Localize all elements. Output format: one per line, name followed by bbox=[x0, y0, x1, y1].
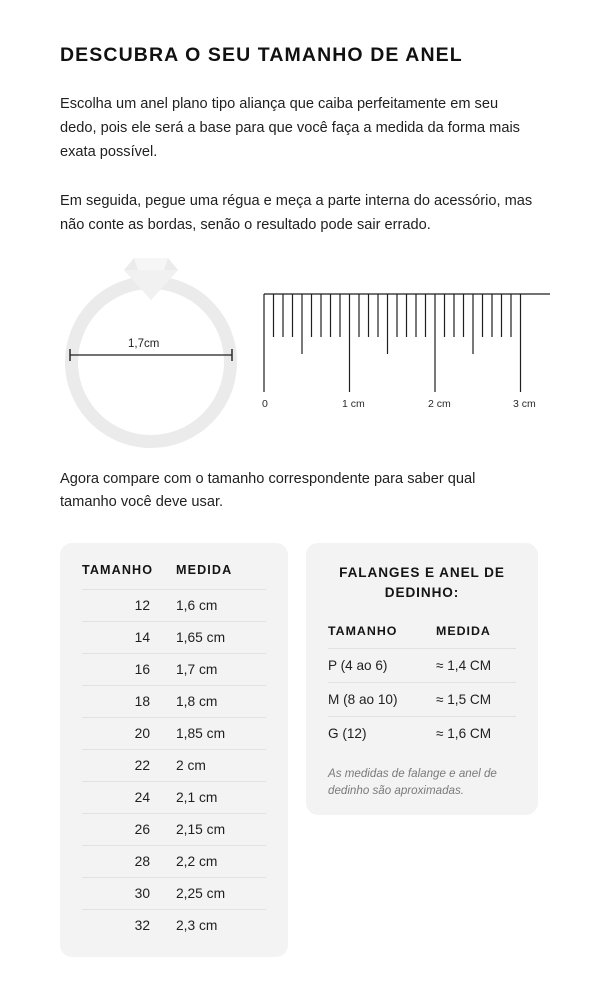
measure-value: 2,2 cm bbox=[176, 853, 218, 869]
measure-value: 1,7 cm bbox=[176, 661, 218, 677]
size-value: 30 bbox=[134, 885, 150, 901]
phalanx-measure-value: ≈ 1,6 CM bbox=[436, 726, 492, 742]
phalanx-table-note: As medidas de falange e anel de dedinho são aproximadas. bbox=[328, 767, 497, 798]
page-title: DESCUBRA O SEU TAMANHO DE ANEL bbox=[60, 44, 463, 66]
measure-value: 1,6 cm bbox=[176, 597, 218, 613]
phalanx-table-card bbox=[306, 543, 538, 815]
illustration-area bbox=[60, 254, 540, 460]
intro-paragraph-1: Escolha um anel plano tipo aliança que caiba perfeitamente em seu dedo, pois ele será a base para que você faça a medida da forma mais exata possível. bbox=[60, 96, 520, 160]
measure-value: 2,25 cm bbox=[176, 885, 226, 901]
phalanx-table-title: FALANGES E ANEL DE DEDINHO: bbox=[339, 564, 505, 600]
diamond-icon bbox=[120, 254, 182, 302]
measure-value: 2,3 cm bbox=[176, 917, 218, 933]
measure-value: 2 cm bbox=[176, 757, 206, 773]
measure-value: 2,1 cm bbox=[176, 789, 218, 805]
sizes-header-size: TAMANHO bbox=[82, 562, 154, 577]
size-value: 20 bbox=[134, 725, 150, 741]
sizes-table-header bbox=[82, 563, 266, 589]
measure-value: 1,8 cm bbox=[176, 693, 218, 709]
size-value: 26 bbox=[134, 821, 150, 837]
size-value: 12 bbox=[134, 597, 150, 613]
table-row bbox=[82, 845, 266, 877]
tables-row bbox=[60, 543, 540, 957]
measure-value: 1,85 cm bbox=[176, 725, 226, 741]
ring-illustration bbox=[60, 254, 250, 454]
size-value: 32 bbox=[134, 917, 150, 933]
phalanx-measure-value: ≈ 1,4 CM bbox=[436, 658, 492, 674]
table-row bbox=[82, 813, 266, 845]
phalanx-table-header bbox=[328, 624, 516, 648]
size-value: 24 bbox=[134, 789, 150, 805]
size-value: 28 bbox=[134, 853, 150, 869]
table-row bbox=[328, 716, 516, 750]
ring-measure-line bbox=[68, 348, 234, 362]
sizes-header-measure: MEDIDA bbox=[176, 562, 233, 577]
phalanx-size-value: G (12) bbox=[328, 726, 367, 742]
table-row bbox=[82, 909, 266, 941]
table-row bbox=[82, 621, 266, 653]
table-row bbox=[82, 717, 266, 749]
size-value: 18 bbox=[134, 693, 150, 709]
table-row bbox=[82, 877, 266, 909]
size-value: 22 bbox=[134, 757, 150, 773]
table-row bbox=[328, 682, 516, 716]
table-row bbox=[82, 589, 266, 621]
size-value: 14 bbox=[134, 629, 150, 645]
sizes-table-card bbox=[60, 543, 288, 957]
measure-value: 2,15 cm bbox=[176, 821, 226, 837]
table-row bbox=[82, 685, 266, 717]
table-row bbox=[82, 653, 266, 685]
size-value: 16 bbox=[134, 661, 150, 677]
ruler-tick-labels bbox=[262, 398, 562, 418]
ruler-tick-label-0: 0 bbox=[262, 397, 268, 410]
intro-paragraph-2: Em seguida, pegue uma régua e meça a parte interna do acessório, mas não conte as bordas, senão o resultado pode sair errado. bbox=[60, 193, 533, 233]
phalanx-size-value: P (4 ao 6) bbox=[328, 658, 388, 674]
compare-paragraph: Agora compare com o tamanho correspondente para saber qual tamanho você deve usar. bbox=[60, 470, 476, 511]
ring-measure-label: 1,7cm bbox=[122, 338, 165, 350]
table-row bbox=[82, 749, 266, 781]
phalanx-header-measure: MEDIDA bbox=[436, 624, 491, 639]
ruler-tick-label-3: 3 cm bbox=[513, 397, 536, 410]
phalanx-header-size: TAMANHO bbox=[328, 624, 398, 639]
ruler-tick-label-2: 2 cm bbox=[428, 397, 451, 410]
ruler-tick-label-1: 1 cm bbox=[342, 397, 365, 410]
table-row bbox=[328, 648, 516, 682]
table-row bbox=[82, 781, 266, 813]
phalanx-measure-value: ≈ 1,5 CM bbox=[436, 692, 492, 708]
phalanx-size-value: M (8 ao 10) bbox=[328, 692, 398, 708]
measure-value: 1,65 cm bbox=[176, 629, 226, 645]
